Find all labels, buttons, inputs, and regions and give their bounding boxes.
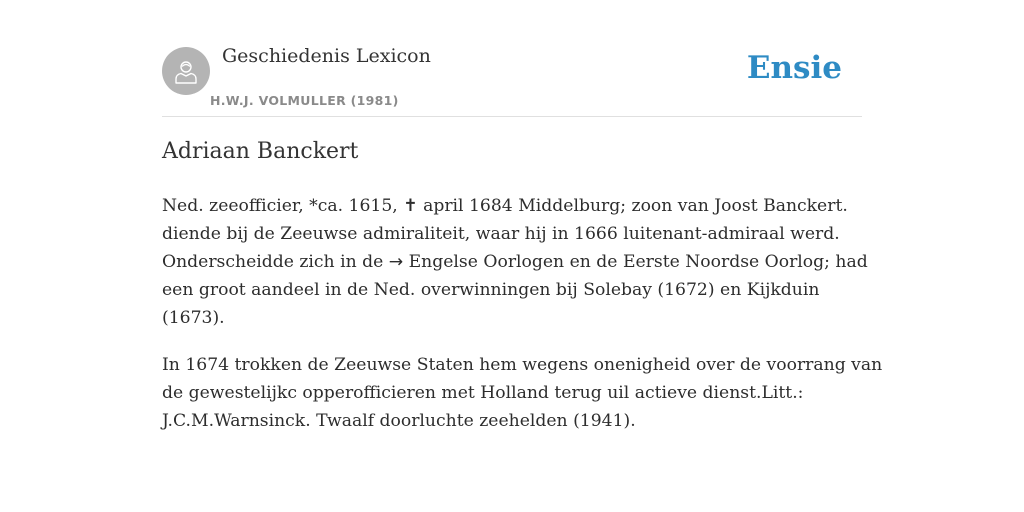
article-body [162,192,883,454]
article-title: Adriaan Banckert [162,139,359,164]
text-line [162,248,868,276]
dagger-symbol: ✝ [403,196,418,216]
text-line: J.C.M.Warnsinck. Twaalf doorluchte zeehelden (1941). [162,411,636,431]
text-line: (1673). [162,308,225,328]
text-segment: Onderscheidde zich in de [162,252,389,272]
text-line: In 1674 trokken de Zeeuwse Staten hem wegens onenigheid over de voorrang van [162,355,883,375]
text-segment: Ned. zeeofficier, *ca. 1615, [162,196,404,216]
source-author: H.W.J. VOLMULLER (1981) [210,93,399,108]
text-segment: en de Eerste Noordse Oorlog; had [564,252,868,272]
article-paragraph-2 [162,351,883,435]
text-line: een groot aandeel in de Ned. overwinningen bij Solebay (1672) en Kijkduin [162,280,820,300]
engelse-oorlogen-link[interactable]: Engelse Oorlogen [408,252,565,272]
page-container [162,0,883,431]
text-line: diende bij de Zeeuwse admiraliteit, waar hij in 1666 luitenant-admiraal werd. [162,224,840,244]
ensie-logo[interactable]: Ensie [746,50,842,86]
text-line [162,192,868,220]
source-title[interactable]: Geschiedenis Lexicon [222,45,431,67]
person-outline-icon [171,56,201,86]
arrow-right-icon: → [388,252,404,272]
text-line: de gewestelijkc opperofficieren met Holland terug uil actieve dienst.Litt.: [162,383,804,403]
article-paragraph-1 [162,192,868,332]
source-header [162,0,862,117]
text-segment: april 1684 Middelburg; zoon van Joost Banckert. [417,196,848,216]
user-avatar-icon[interactable] [162,47,210,95]
